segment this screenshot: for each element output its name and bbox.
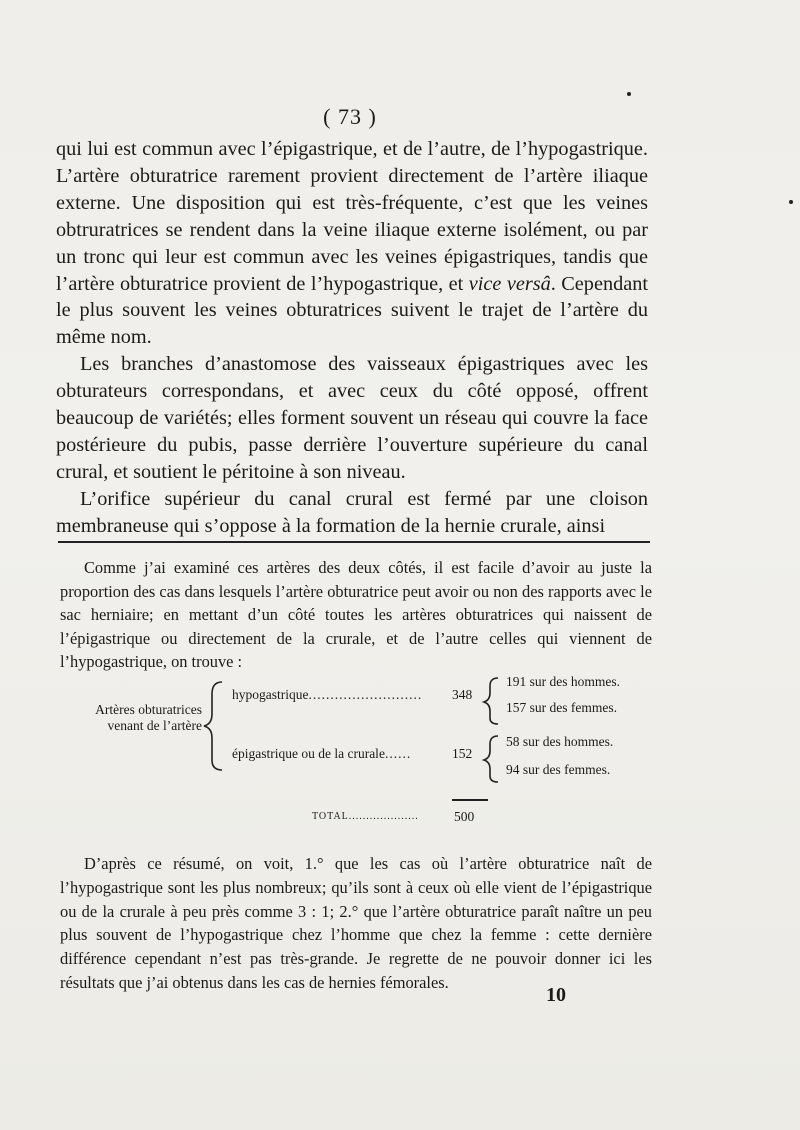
- page-number: ( 73 ): [323, 104, 377, 129]
- paragraph-1: [56, 136, 648, 351]
- conclusion-text: D’après ce résumé, on voit, 1.° que les cas où l’artère obturatrice naît de l’hypogastrique sont les plus nombreux; qu’ils sont à ceux où elle vient de l’épigastrique ou de la crurale à peu près comme 3 : 1; 2.° que l’artère obturatrice paraît naître un peu plus souvent de l’hypogastrique chez l’homme que chez la femme : cette dernière différence cependant n’est pas très-grande. Je regrette de ne pouvoir donner ici les résultats que j’ai obtenus dans les cas de hernies fémorales.: [60, 854, 652, 992]
- split-men: 191 sur des hommes.: [506, 674, 620, 689]
- table-row-hypogastrique: [232, 687, 422, 703]
- conclusion: [60, 852, 652, 995]
- signature-mark: 10: [546, 984, 566, 1006]
- footnote-rule: [58, 541, 650, 543]
- row-label-line1: Artères obturatrices: [95, 702, 202, 717]
- total-rule: [452, 799, 488, 801]
- row-total: 152: [452, 746, 473, 761]
- brace-hypogastrique: [484, 678, 498, 724]
- left-brace: [204, 682, 222, 770]
- origin-label: épigastrique ou de la crurale: [232, 746, 385, 761]
- ink-speck: [789, 200, 793, 204]
- brace-epigastrique: [484, 736, 498, 782]
- table-row-epigastrique: [232, 746, 411, 762]
- paragraph-1-part-b: . Cependant le plus souvent les veines obturatrices suivent le trajet de l’artère du même nom.: [56, 272, 649, 349]
- total-value: 500: [454, 809, 475, 824]
- main-text: [56, 136, 648, 540]
- paragraph-1-italic: vice versâ: [468, 272, 551, 295]
- footnote-intro: Comme j’ai examiné ces artères des deux côtés, il est facile d’avoir au juste la proportion des cas dans lesquels l’artère obturatrice peut avoir ou non des rapports avec le sac herniaire; en mettant d’un côté toutes les artères obturatrices qui naissent de l’épigastrique ou directement de la crurale, et de l’autre celles qui viennent de l’hypogastrique, on trouve :: [60, 558, 652, 671]
- footnote: [60, 556, 652, 674]
- split-men: 58 sur des hommes.: [506, 734, 614, 749]
- split-women: 94 sur des femmes.: [506, 762, 611, 777]
- dotted-leader: ....................: [348, 811, 419, 822]
- dotted-leader: ......: [384, 746, 412, 761]
- dotted-leader: ..........................: [308, 687, 423, 702]
- split-women: 157 sur des femmes.: [506, 700, 617, 715]
- total-row: [312, 811, 419, 822]
- paragraph-3: L’orifice supérieur du canal crural est fermé par une cloison membraneuse qui s’oppose à la formation de la hernie crurale, ainsi: [56, 487, 648, 537]
- row-label-line2: venant de l’artère: [107, 718, 202, 733]
- paragraph-2: Les branches d’anastomose des vaisseaux épigastriques avec les obturateurs correspondans, et avec ceux du côté opposé, offrent beaucoup de variétés; elles forment souvent un réseau qui couvre la face postérieure du pubis, passe derrière l’ouverture supérieure du canal crural, et soutient le péritoine à son niveau.: [56, 353, 648, 483]
- statistics-table: [0, 672, 800, 832]
- paragraph-1-part-a: qui lui est commun avec l’épigastrique, et de l’autre, de l’hypogastrique. L’artère obturatrice rarement provient directement de l’artère iliaque externe. Une disposition qui est très-fréquente, c’est que les veines obtruratrices se rendent dans la veine iliaque externe isolément, ou par un tronc qui leur est commun avec les veines épigastriques, tandis que l’artère obturatrice provient de l’hypogastrique, et: [56, 138, 648, 295]
- origin-label: hypogastrique: [232, 687, 309, 702]
- ink-speck: [627, 92, 631, 96]
- total-label: TOTAL: [312, 811, 349, 822]
- row-total: 348: [452, 687, 473, 702]
